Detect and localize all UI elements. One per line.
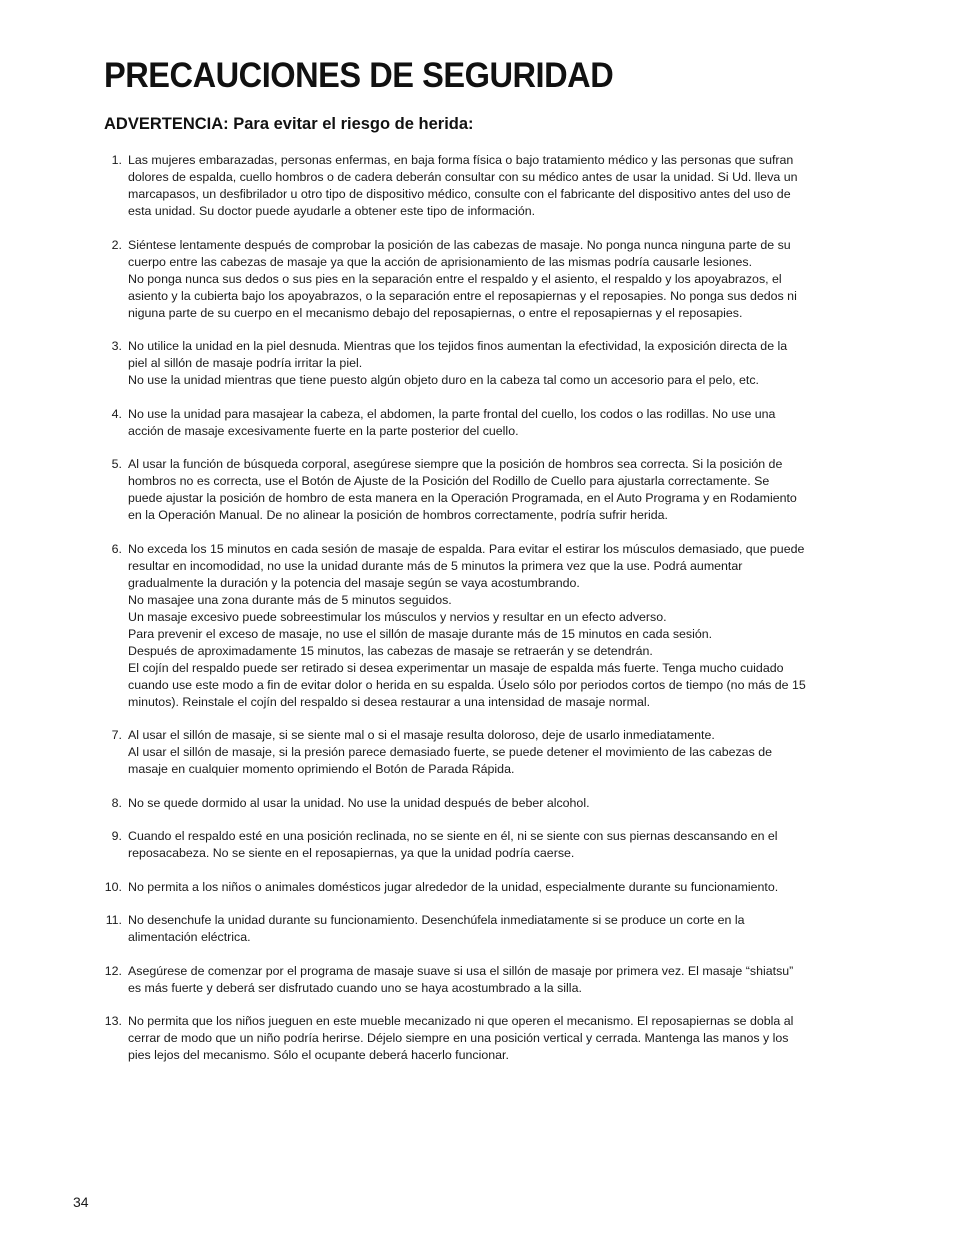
item-text-line: Al usar el sillón de masaje, si se siente mal o si el masaje resulta doloroso, deje de usarlo inmediatamente.	[128, 728, 715, 742]
item-text	[128, 727, 860, 778]
page-number: 34	[73, 1194, 89, 1210]
item-text	[128, 338, 860, 389]
item-number: 13.	[104, 1014, 122, 1028]
item-text-line: marcapasos, un desfibrilador u otro tipo de dispositivo médico, consulte con el fabricante del dispositivo antes del uso de	[128, 187, 791, 201]
item-text-line: gradualmente la duración y la potencia del masaje según se vaya acostumbrando.	[128, 575, 580, 590]
item-text-line: Siéntese lentamente después de comprobar la posición de las cabezas de masaje. No ponga nunca ninguna parte de su	[128, 237, 791, 252]
item-number: 9.	[111, 829, 122, 843]
item-number: 3.	[111, 339, 122, 353]
item-text-line: puede ajustar la posición de hombro de esta manera en la Operación Programada, en el Auto Programa y en Rodamiento	[128, 491, 797, 505]
item-text-line: No permita a los niños o animales domésticos jugar alrededor de la unidad, especialmente durante su funcionamiento.	[128, 879, 779, 894]
item-text-line: alimentación eléctrica.	[128, 930, 251, 944]
item-text-line: masaje en cualquier momento oprimiendo el Botón de Parada Rápida.	[128, 762, 515, 776]
item-text	[128, 152, 860, 220]
item-text	[128, 406, 860, 440]
list-item	[100, 541, 860, 711]
item-text-line: Asegúrese de comenzar por el programa de masaje suave si usa el sillón de masaje por primera vez. El masaje “shiatsu”	[128, 963, 794, 978]
item-number: 8.	[111, 795, 122, 810]
item-text-line: No use la unidad mientras que tiene puesto algún objeto duro en la cabeza tal como un accesorio para el pelo, etc.	[128, 373, 759, 387]
item-text-line: Cuando el respaldo esté en una posición reclinada, no se siente en él, ni se siente con sus piernas descansando en el	[128, 829, 778, 843]
item-text-line: Para prevenir el exceso de masaje, no use el sillón de masaje durante más de 15 minutos en cada sesión.	[128, 626, 713, 641]
item-text-line: El cojín del respaldo puede ser retirado si desea experimentar un masaje de espalda más fuerte. Tenga mucho cuidado	[128, 660, 784, 675]
list-item	[100, 912, 860, 946]
item-text-line: cerrar de modo que un niño podría herirse. Déjelo siempre en una posición vertical y cerrada. Mantenga las manos y los	[128, 1031, 789, 1045]
warning-subtitle: ADVERTENCIA: Para evitar el riesgo de herida:	[104, 115, 474, 133]
page-title: PRECAUCIONES DE SEGURIDAD	[104, 56, 614, 95]
item-text-line: piel al sillón de masaje podría irritar la piel.	[128, 356, 363, 370]
list-item	[100, 406, 860, 440]
item-text-line: en la Operación Manual. De no alinear la posición de hombros correctamente, podría sufrir herida.	[128, 508, 668, 522]
item-text-line: reposacabeza. No se siente en el reposapiernas, ya que la unidad podría caerse.	[128, 846, 575, 860]
list-item	[100, 237, 860, 322]
item-text-line: Las mujeres embarazadas, personas enfermas, en baja forma física o bajo tratamiento médico y las personas que sufran	[128, 153, 794, 167]
item-number: 1.	[111, 153, 122, 167]
item-text-line: Al usar la función de búsqueda corporal, asegúrese siempre que la posición de hombros sea correcta. Si la posición de	[128, 457, 783, 471]
item-text-line: Después de aproximadamente 15 minutos, las cabezas de masaje se retraerán y se detendrán.	[128, 643, 653, 658]
item-text-line: Al usar el sillón de masaje, si la presión parece demasiado fuerte, se puede detener el movimiento de las cabezas de	[128, 745, 772, 759]
item-text-line: No permita que los niños jueguen en este mueble mecanizado ni que operen el mecanismo. El reposapiernas se dobla al	[128, 1014, 794, 1028]
item-number: 10.	[104, 879, 122, 894]
item-number: 5.	[111, 457, 122, 471]
list-item	[100, 456, 860, 524]
list-item	[100, 828, 860, 862]
item-number: 2.	[111, 237, 122, 252]
list-item	[100, 879, 860, 896]
item-text-line: acción de masaje excesivamente fuerte en la parte posterior del cuello.	[128, 423, 519, 438]
item-text-line: No exceda los 15 minutos en cada sesión de masaje de espalda. Para evitar el estirar los músculos demasiado, que puede	[128, 541, 805, 556]
item-text-line: No se quede dormido al usar la unidad. No use la unidad después de beber alcohol.	[128, 795, 590, 810]
list-item	[100, 727, 860, 778]
item-number: 11.	[105, 913, 122, 927]
item-text	[128, 879, 860, 896]
item-text-line: asiento y la cubierta bajo los apoyabrazos, o la separación entre el reposapiernas y el reposapies. No ponga sus dedos ni	[128, 288, 797, 303]
item-text-line: niguna parte de su cuerpo en el mecanismo debajo del reposapiernas, o entre el reposapiernas y el reposapies.	[128, 305, 743, 320]
item-text-line: cuerpo entre las cabezas de masaje ya que la acción de aprisionamiento de las mismas podría causarle lesiones.	[128, 254, 753, 269]
item-text	[128, 456, 860, 524]
list-item	[100, 338, 860, 389]
item-text	[128, 237, 860, 322]
item-number: 7.	[111, 728, 122, 742]
list-item	[100, 795, 860, 812]
item-text	[128, 828, 860, 862]
list-item	[100, 963, 860, 997]
item-text-line: pies lejos del mecanismo. Sólo el ocupante deberá hacerlo funcionar.	[128, 1048, 509, 1062]
item-text-line: esta unidad. Su doctor puede ayudarle a obtener este tipo de información.	[128, 204, 536, 218]
item-text-line: resultar en incomodidad, no use la unidad durante más de 5 minutos la primera vez que la use. Podrá aumentar	[128, 558, 743, 573]
safety-warnings-list	[100, 152, 860, 1081]
item-text-line: No ponga nunca sus dedos o sus pies en la separación entre el respaldo y el asiento, el respaldo y los apoyabrazos, el	[128, 271, 782, 286]
item-text	[128, 912, 860, 946]
item-text-line: No desenchufe la unidad durante su funcionamiento. Desenchúfela inmediatamente si se produce un corte en la	[128, 913, 745, 927]
item-text-line: No utilice la unidad en la piel desnuda. Mientras que los tejidos finos aumentan la efectividad, la exposición directa de la	[128, 339, 788, 353]
item-number: 6.	[111, 541, 122, 556]
item-text-line: No use la unidad para masajear la cabeza, el abdomen, la parte frontal del cuello, los codos o las rodillas. No use una	[128, 406, 776, 421]
item-text-line: No masajee una zona durante más de 5 minutos seguidos.	[128, 592, 452, 607]
item-text	[128, 963, 860, 997]
item-text	[128, 541, 860, 711]
item-text-line: es más fuerte y deberá ser disfrutado cuando uno se haya acostumbrado a la silla.	[128, 980, 582, 995]
list-item	[100, 152, 860, 220]
item-text	[128, 795, 860, 812]
item-text	[128, 1013, 860, 1064]
item-text-line: hombros no es correcta, use el Botón de Ajuste de la Posición del Rodillo de Cuello para ajustarla correctamente. Se	[128, 474, 770, 488]
item-text-line: Un masaje excesivo puede sobreestimular los músculos y nervios y resultar en un efecto adverso.	[128, 609, 667, 624]
item-number: 4.	[111, 406, 122, 421]
item-number: 12.	[104, 963, 122, 978]
item-text-line: cuando use este modo a fin de evitar dolor o herida en su espalda. Úselo sólo por periodos cortos de tiempo (no más de 15	[128, 677, 806, 692]
list-item	[100, 1013, 860, 1064]
item-text-line: dolores de espalda, cuello hombros o de cadera deberán consultar con su médico antes de usar la unidad. Si Ud. lleva un	[128, 170, 798, 184]
item-text-line: minutos). Reinstale el cojín del respaldo si desea restaurar a una intensidad de masaje normal.	[128, 694, 651, 709]
